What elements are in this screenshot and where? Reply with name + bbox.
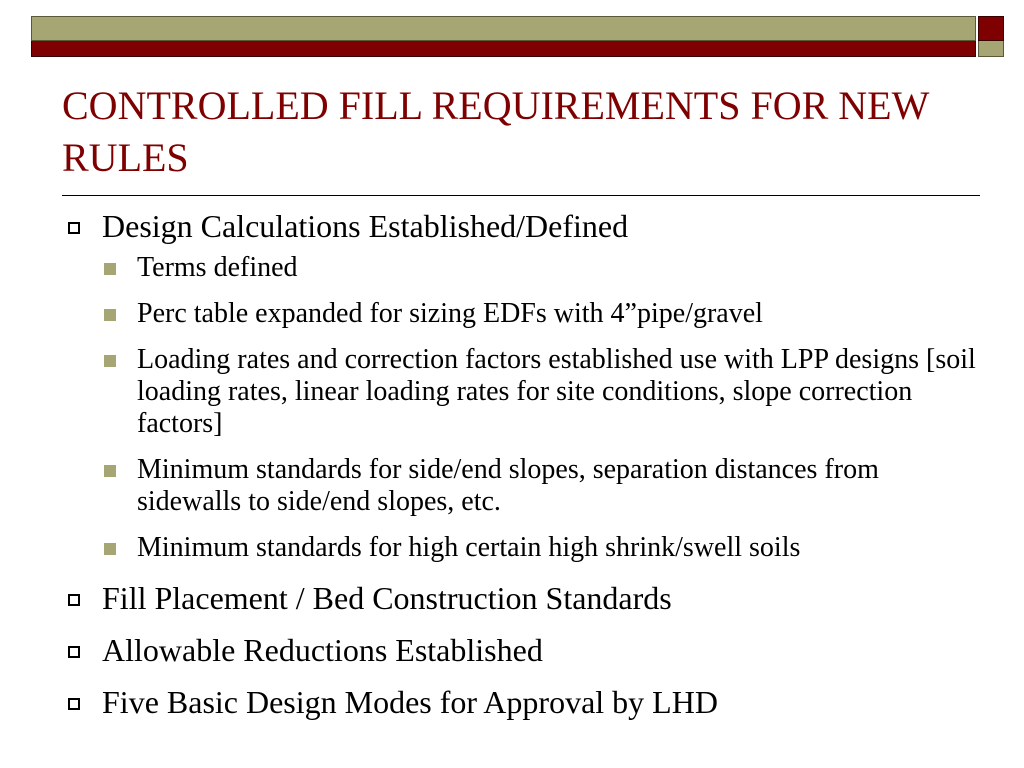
slide-title: CONTROLLED FILL REQUIREMENTS FOR NEW RULES xyxy=(62,83,929,180)
bullet-text: Five Basic Design Modes for Approval by LHD xyxy=(102,684,718,720)
header-square-maroon xyxy=(978,16,1004,41)
header-band-olive xyxy=(31,16,976,41)
sub-bullet-item xyxy=(62,298,982,330)
bullet-item xyxy=(62,580,982,616)
sub-bullet-item xyxy=(62,532,982,564)
sub-bullet-text: Terms defined xyxy=(137,252,298,283)
bullet-list xyxy=(62,208,982,736)
filled-square-bullet-icon xyxy=(104,355,116,367)
bullet-item xyxy=(62,632,982,668)
header-band-maroon xyxy=(31,41,976,57)
hollow-square-bullet-icon xyxy=(68,646,80,658)
hollow-square-bullet-icon xyxy=(68,698,80,710)
filled-square-bullet-icon xyxy=(104,309,116,321)
sub-bullet-item xyxy=(62,344,982,440)
sub-bullet-item xyxy=(62,252,982,284)
sub-bullet-item xyxy=(62,454,982,518)
bullet-text: Allowable Reductions Established xyxy=(102,632,543,668)
title-divider xyxy=(62,195,980,196)
filled-square-bullet-icon xyxy=(104,543,116,555)
header-square-olive xyxy=(978,41,1004,57)
sub-bullet-text: Minimum standards for side/end slopes, separation distances from sidewalls to side/end slopes, etc. xyxy=(137,454,879,517)
sub-bullet-text: Perc table expanded for sizing EDFs with 4”pipe/gravel xyxy=(137,298,763,329)
bullet-item xyxy=(62,208,982,244)
sub-bullet-list xyxy=(62,252,982,564)
sub-bullet-text: Minimum standards for high certain high shrink/swell soils xyxy=(137,532,801,563)
sub-bullet-text: Loading rates and correction factors established use with LPP designs [soil loading rates, linear loading rates for site conditions, slope correction factors] xyxy=(137,344,976,439)
bullet-text: Fill Placement / Bed Construction Standards xyxy=(102,580,672,616)
filled-square-bullet-icon xyxy=(104,263,116,275)
hollow-square-bullet-icon xyxy=(68,594,80,606)
bullet-item xyxy=(62,684,982,720)
hollow-square-bullet-icon xyxy=(68,222,80,234)
filled-square-bullet-icon xyxy=(104,465,116,477)
bullet-text: Design Calculations Established/Defined xyxy=(102,208,629,244)
